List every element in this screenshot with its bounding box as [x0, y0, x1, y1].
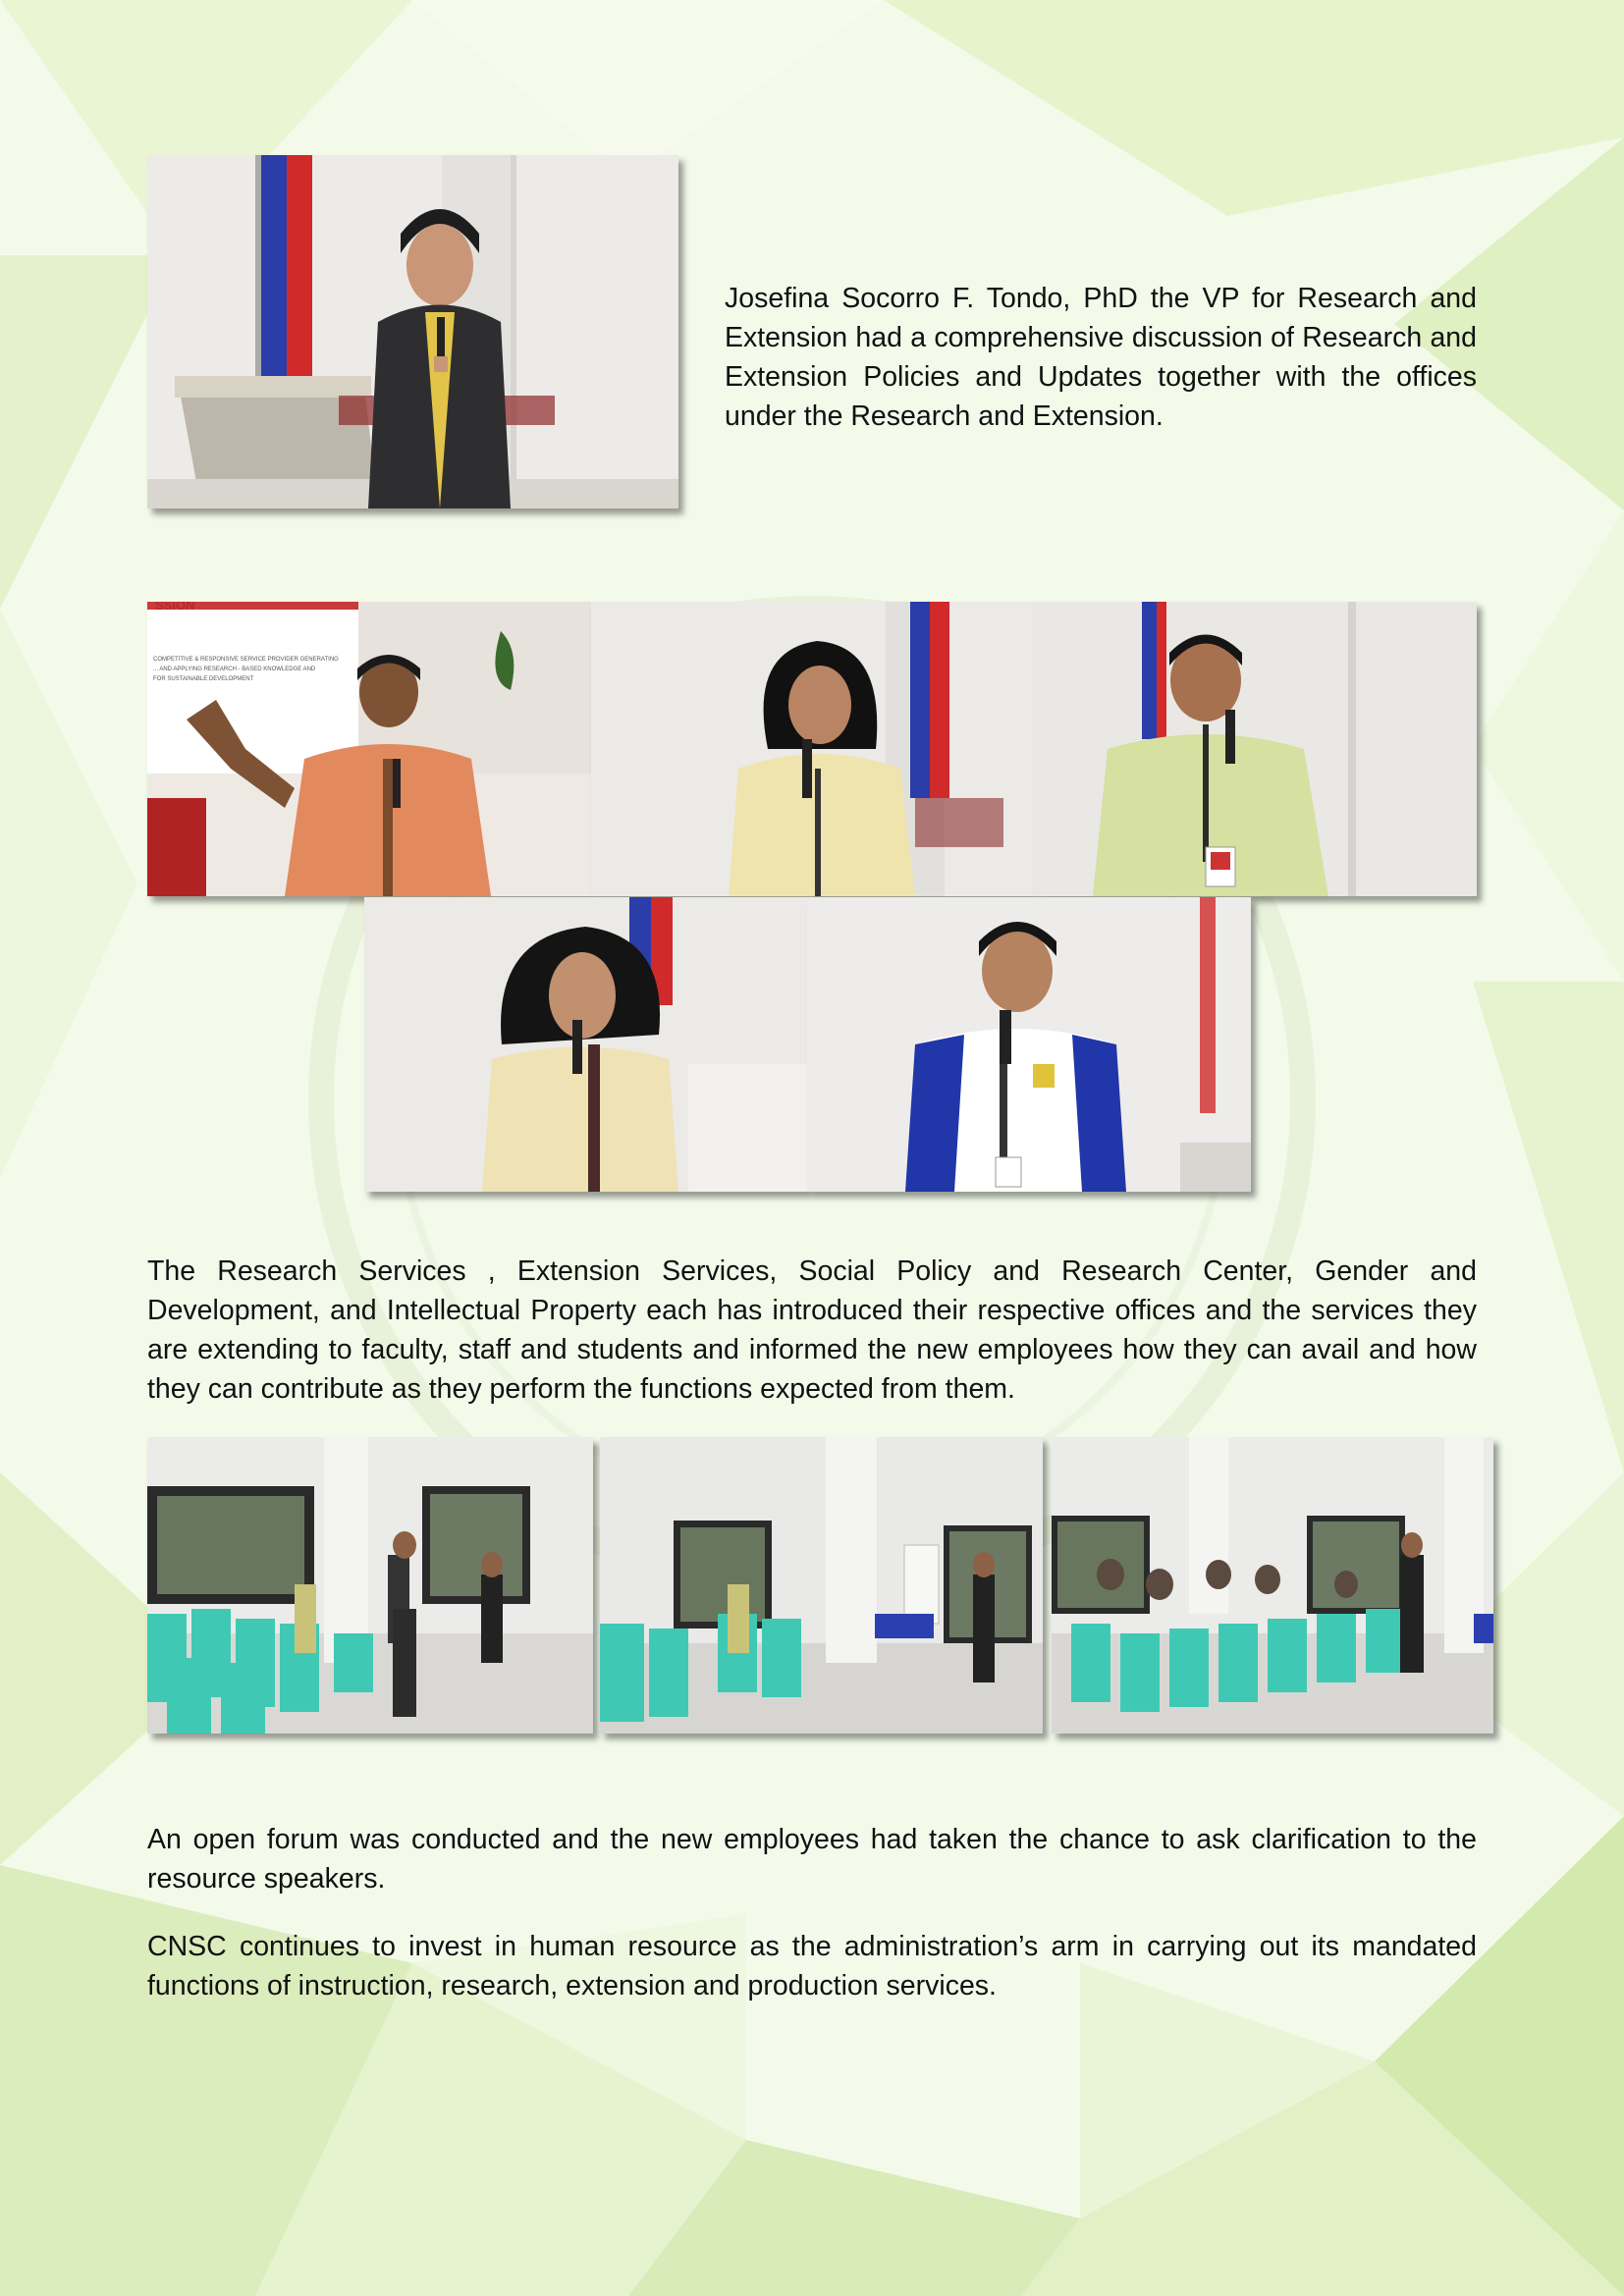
speaker-photo-man-2 — [807, 897, 1251, 1192]
slide-line-2: ... AND APPLYING RESEARCH - BASED KNOWLEDGE AND — [153, 667, 316, 672]
offices-paragraph: The Research Services , Extension Services, Social Policy and Research Center, Gender and Development, and Intellectual Property each has introduced their respective offices and the services they are extending to faculty, staff and students and informed the new employees how they can avail and how they can contribute as they perform the functions expected from them. — [147, 1255, 1477, 1405]
closing-paragraph: CNSC continues to invest in human resource as the administration’s arm in carrying out its mandated functions of instruction, research, extension and production services. — [147, 1931, 1477, 2002]
speaker-photo-man-1 — [1034, 602, 1477, 896]
slide-heading: SSION — [155, 602, 195, 613]
slide-line-3: FOR SUSTAINABLE DEVELOPMENT — [153, 676, 254, 682]
forum-photo-2 — [600, 1437, 1043, 1734]
vp-caption: Josefina Socorro F. Tondo, PhD the VP for Research and Extension had a comprehensive discussion of Research and Extension Policies and Updates together with the offices under the Research and Extension. — [725, 283, 1477, 432]
slide-line-1: COMPETITIVE & RESPONSIVE SERVICE PROVIDER GENERATING — [153, 657, 339, 663]
speaker-photo-woman-2 — [364, 897, 807, 1192]
open-forum-paragraph: An open forum was conducted and the new employees had taken the chance to ask clarification to the resource speakers. — [147, 1824, 1477, 1895]
forum-photo-3 — [1052, 1437, 1493, 1734]
vp-speaker-photo — [147, 155, 678, 508]
speaker-photo-woman-1 — [591, 602, 1034, 896]
speaker-photo-slide — [147, 602, 591, 896]
forum-photo-1 — [147, 1437, 593, 1734]
